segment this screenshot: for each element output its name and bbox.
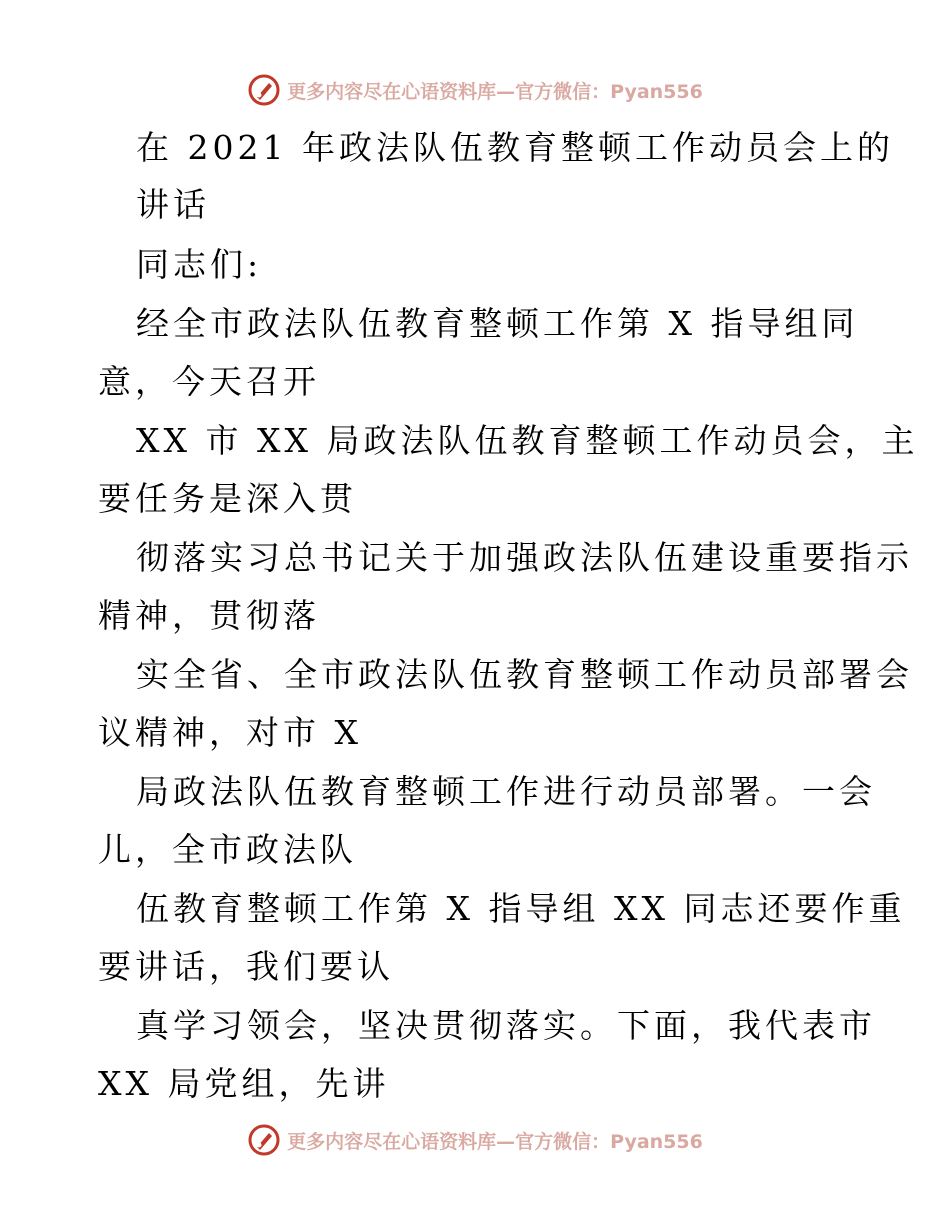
- text-line: 在 2021 年政法队伍教育整顿工作动员会上的: [136, 128, 894, 167]
- text-line: 要讲话，我们要认: [98, 947, 394, 986]
- text-line: 讲话: [136, 185, 210, 224]
- pen-nib-circle-icon: [247, 73, 281, 107]
- text-line: 同志们:: [136, 245, 263, 284]
- watermark-text: 更多内容尽在心语资料库—官方微信：Pyan556: [287, 1130, 703, 1153]
- text-line: 彻落实习总书记关于加强政法队伍建设重要指示: [136, 538, 913, 577]
- text-line: 伍教育整顿工作第 X 指导组 XX 同志还要作重: [136, 889, 906, 928]
- footer-watermark: [0, 1120, 950, 1160]
- text-line: 意，今天召开: [98, 362, 320, 401]
- text-line: 经全市政法队伍教育整顿工作第 X 指导组同: [136, 304, 859, 343]
- header-watermark: [0, 70, 950, 110]
- text-line: 真学习领会，坚决贯彻落实。下面，我代表市: [136, 1006, 876, 1045]
- text-line: 要任务是深入贯: [98, 479, 357, 518]
- text-line: 议精神，对市 X: [98, 713, 362, 752]
- text-line: 局政法队伍教育整顿工作进行动员部署。一会: [136, 772, 876, 811]
- text-line: 实全省、全市政法队伍教育整顿工作动员部署会: [136, 655, 913, 694]
- text-line: 儿，全市政法队: [98, 830, 357, 869]
- text-line: XX 市 XX 局政法队伍教育整顿工作动员会，主: [136, 421, 919, 460]
- watermark-text: 更多内容尽在心语资料库—官方微信：Pyan556: [287, 80, 703, 103]
- text-line: 精神，贯彻落: [98, 596, 320, 635]
- text-line: XX 局党组，先讲: [98, 1064, 390, 1103]
- pen-nib-circle-icon: [247, 1123, 281, 1157]
